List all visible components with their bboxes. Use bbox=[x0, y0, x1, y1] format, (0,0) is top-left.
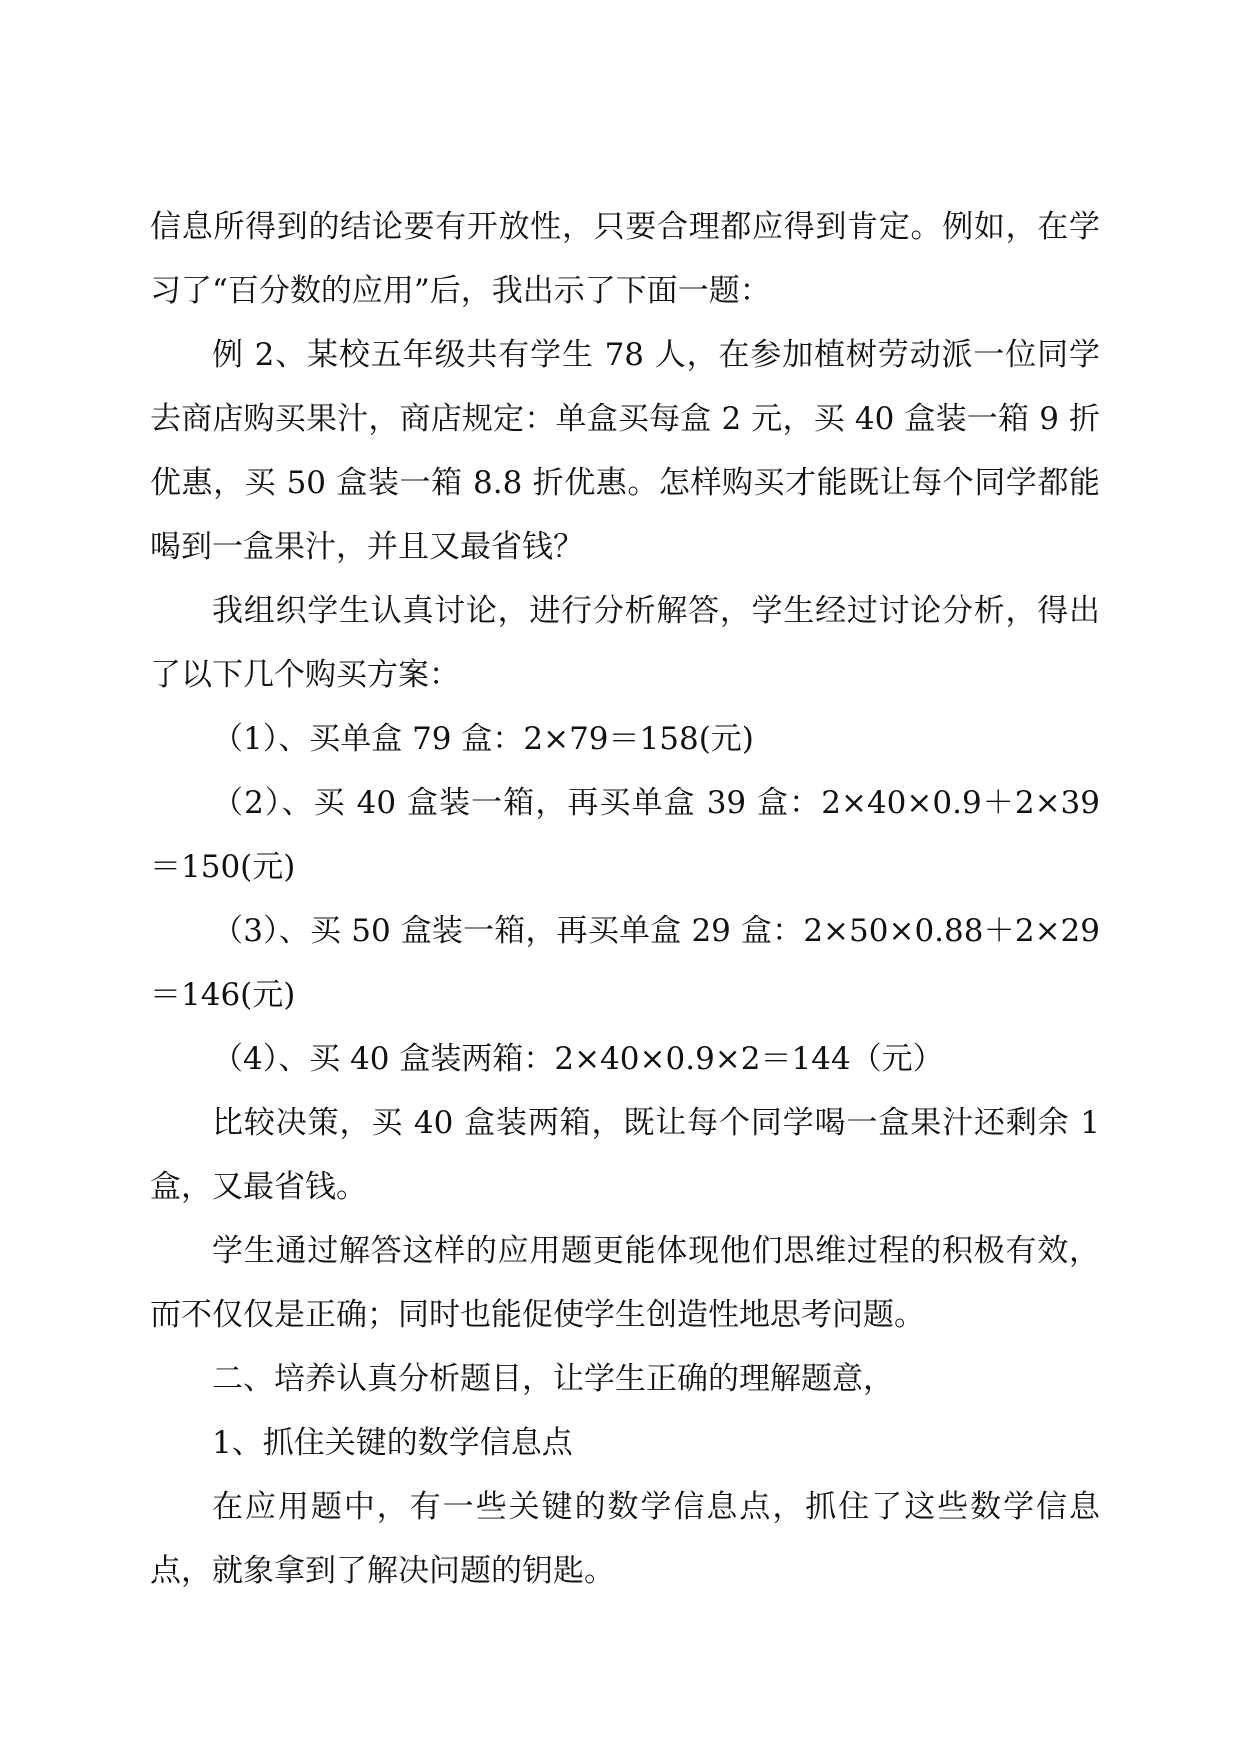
paragraph: 二、培养认真分析题目，让学生正确的理解题意， bbox=[212, 1361, 894, 1397]
document-body bbox=[150, 195, 1100, 1603]
paragraph: 例 2、某校五年级共有学生 78 人，在参加植树劳动派一位同学去商店购买果汁，商店规定：单盒买每盒 2 元，买 40 盒装一箱 9 折优惠，买 50 盒装一箱 8.8 折优惠。怎样购买才能既让每个同学都能喝到一盒果汁，并且又最省钱？ bbox=[150, 337, 1100, 565]
paragraph: 在应用题中，有一些关键的数学信息点，抓住了这些数学信息点，就象拿到了解决问题的钥匙。 bbox=[150, 1489, 1100, 1589]
paragraph: （1）、买单盒 79 盒：2×79＝158(元) bbox=[212, 721, 754, 757]
paragraph: 信息所得到的结论要有开放性，只要合理都应得到肯定。例如，在学习了“百分数的应用”后，我出示了下面一题： bbox=[150, 209, 1100, 309]
paragraph: （3）、买 50 盒装一箱，再买单盒 29 盒：2×50×0.88＋2×29＝146(元) bbox=[150, 913, 1100, 1013]
paragraph: （4）、买 40 盒装两箱：2×40×0.9×2＝144（元） bbox=[212, 1041, 944, 1077]
paragraph: 1、抓住关键的数学信息点 bbox=[212, 1425, 573, 1461]
paragraph: 我组织学生认真讨论，进行分析解答，学生经过讨论分析，得出了以下几个购买方案： bbox=[150, 593, 1100, 693]
paragraph: 学生通过解答这样的应用题更能体现他们思维过程的积极有效，而不仅仅是正确；同时也能促使学生创造性地思考问题。 bbox=[150, 1233, 1100, 1333]
paragraph: 比较决策，买 40 盒装两箱，既让每个同学喝一盒果汁还剩余 1 盒，又最省钱。 bbox=[150, 1105, 1100, 1205]
paragraph: （2）、买 40 盒装一箱，再买单盒 39 盒：2×40×0.9＋2×39＝150(元) bbox=[150, 785, 1100, 885]
